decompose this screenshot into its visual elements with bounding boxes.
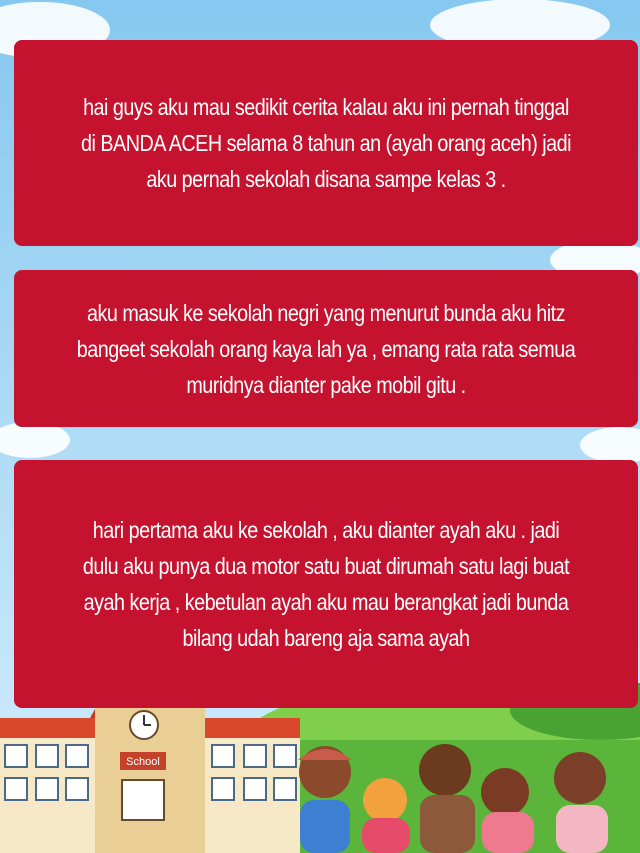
story-card-1-text: hai guys aku mau sedikit cerita kalau aku ini pernah tinggal di BANDA ACEH selama 8 tahun an (ayah orang aceh) jadi aku pernah sekolah disana sampe kelas 3 .	[80, 94, 572, 192]
story-card-2-text: aku masuk ke sekolah negri yang menurut bunda aku hitz bangeet sekolah orang kaya lah ya , emang rata rata semua muridnya dianter pake mobil gitu .	[76, 299, 576, 398]
story-card-3	[14, 460, 638, 708]
school-building	[0, 700, 300, 853]
story-card-2	[14, 270, 638, 427]
story-card-3-text: hari pertama aku ke sekolah , aku dianter ayah aku . jadi dulu aku punya dua motor satu buat dirumah satu lagi buat ayah kerja , kebetulan ayah aku mau berangkat jadi bunda bilang udah bareng aja sama ayah	[82, 517, 570, 651]
story-card-1	[14, 40, 638, 246]
school-sign: School	[126, 756, 160, 768]
